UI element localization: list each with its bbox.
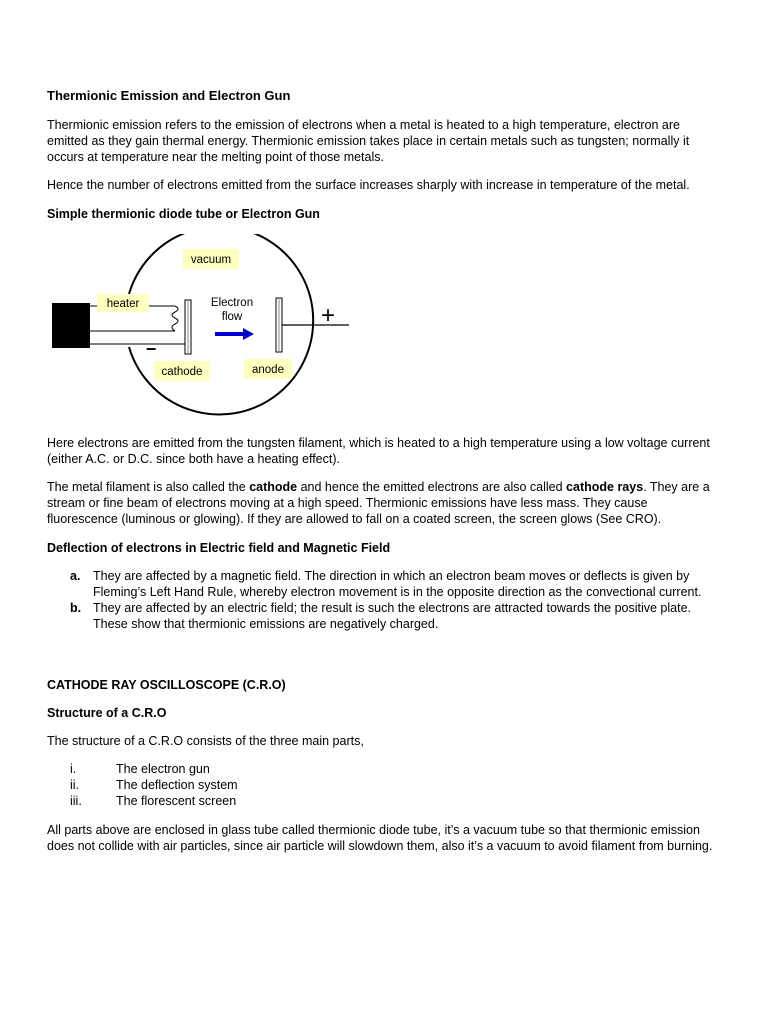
- heater-coil: [172, 306, 178, 331]
- list-item-text: The florescent screen: [116, 794, 237, 808]
- anode-label: anode: [252, 364, 284, 376]
- list-item-text: The deflection system: [116, 778, 238, 792]
- tube-base: [52, 303, 90, 348]
- deflection-list: [47, 568, 715, 632]
- electron-label: Electron: [210, 297, 254, 309]
- plus-sign: +: [320, 302, 336, 329]
- cathode-rays-term: cathode rays: [566, 480, 644, 494]
- structure-intro: The structure of a C.R.O consists of the three main parts,: [47, 734, 364, 748]
- cathode-text-3: . They are a stream or fine beam of electrons moving at a high speed. Thermionic emissions have less mass. They cause fluorescence (luminous or glowing). If they are allowed to fall on a coated screen, the screen glows (See CRO).: [47, 480, 710, 526]
- list-marker: ii.: [70, 778, 80, 792]
- thermionic-diode-diagram: [51, 234, 351, 430]
- cro-heading: CATHODE RAY OSCILLOSCOPE (C.R.O): [47, 678, 286, 692]
- minus-sign: −: [145, 339, 157, 359]
- list-item: [47, 793, 715, 809]
- cathode-term: cathode: [249, 480, 298, 494]
- list-item: [47, 600, 715, 632]
- electron-flow-arrow-head: [243, 328, 254, 340]
- list-item: [47, 761, 715, 777]
- list-marker: i.: [70, 762, 77, 776]
- cathode-text-2: and hence the emitted electrons are also called: [297, 480, 567, 494]
- list-item: [47, 568, 715, 600]
- cathode-label: cathode: [161, 366, 203, 378]
- vacuum-label: vacuum: [190, 254, 232, 266]
- list-item-text: The electron gun: [116, 762, 210, 776]
- flow-label: flow: [221, 311, 243, 323]
- list-item-text: They are affected by an electric field; the result is such the electrons are attracted towards the positive plate. These show that thermionic emissions are negatively charged.: [93, 601, 692, 631]
- intro-paragraph-1: Thermionic emission refers to the emission of electrons when a metal is heated to a high temperature, electron are emitted as they gain thermal energy. Thermionic emission takes place in certain metals such as tungsten; normally it occurs at temperature near the melting point of those metals.: [47, 118, 690, 164]
- list-marker: b.: [70, 601, 82, 615]
- structure-list: [47, 761, 715, 809]
- deflection-subheading: Deflection of electrons in Electric field and Magnetic Field: [47, 541, 391, 555]
- list-marker: a.: [70, 569, 81, 583]
- list-item-text: They are affected by a magnetic field. The direction in which an electron beam moves or deflects is given by Fleming’s Left Hand Rule, whereby electron movement is in the opposite direction as the convectional current.: [93, 569, 702, 599]
- final-paragraph: All parts above are enclosed in glass tube called thermionic diode tube, it’s a vacuum tube so that thermionic emission does not collide with air particles, since air particle will slowdown them, also it’s a vacuum to avoid filament from burning.: [47, 823, 713, 853]
- heater-label: heater: [106, 298, 140, 310]
- page-title: Thermionic Emission and Electron Gun: [47, 88, 291, 103]
- filament-paragraph: Here electrons are emitted from the tungsten filament, which is heated to a high temperature using a low voltage current (either A.C. or D.C. since both have a heating effect).: [47, 436, 710, 466]
- diode-subheading: Simple thermionic diode tube or Electron Gun: [47, 207, 320, 221]
- cathode-paragraph: [47, 479, 715, 527]
- intro-paragraph-2: Hence the number of electrons emitted from the surface increases sharply with increase in temperature of the metal.: [47, 178, 690, 192]
- diode-svg: [51, 234, 351, 430]
- structure-subheading: Structure of a C.R.O: [47, 706, 167, 720]
- list-marker: iii.: [70, 794, 82, 808]
- list-item: [47, 777, 715, 793]
- cathode-text-1: The metal filament is also called the: [47, 480, 250, 494]
